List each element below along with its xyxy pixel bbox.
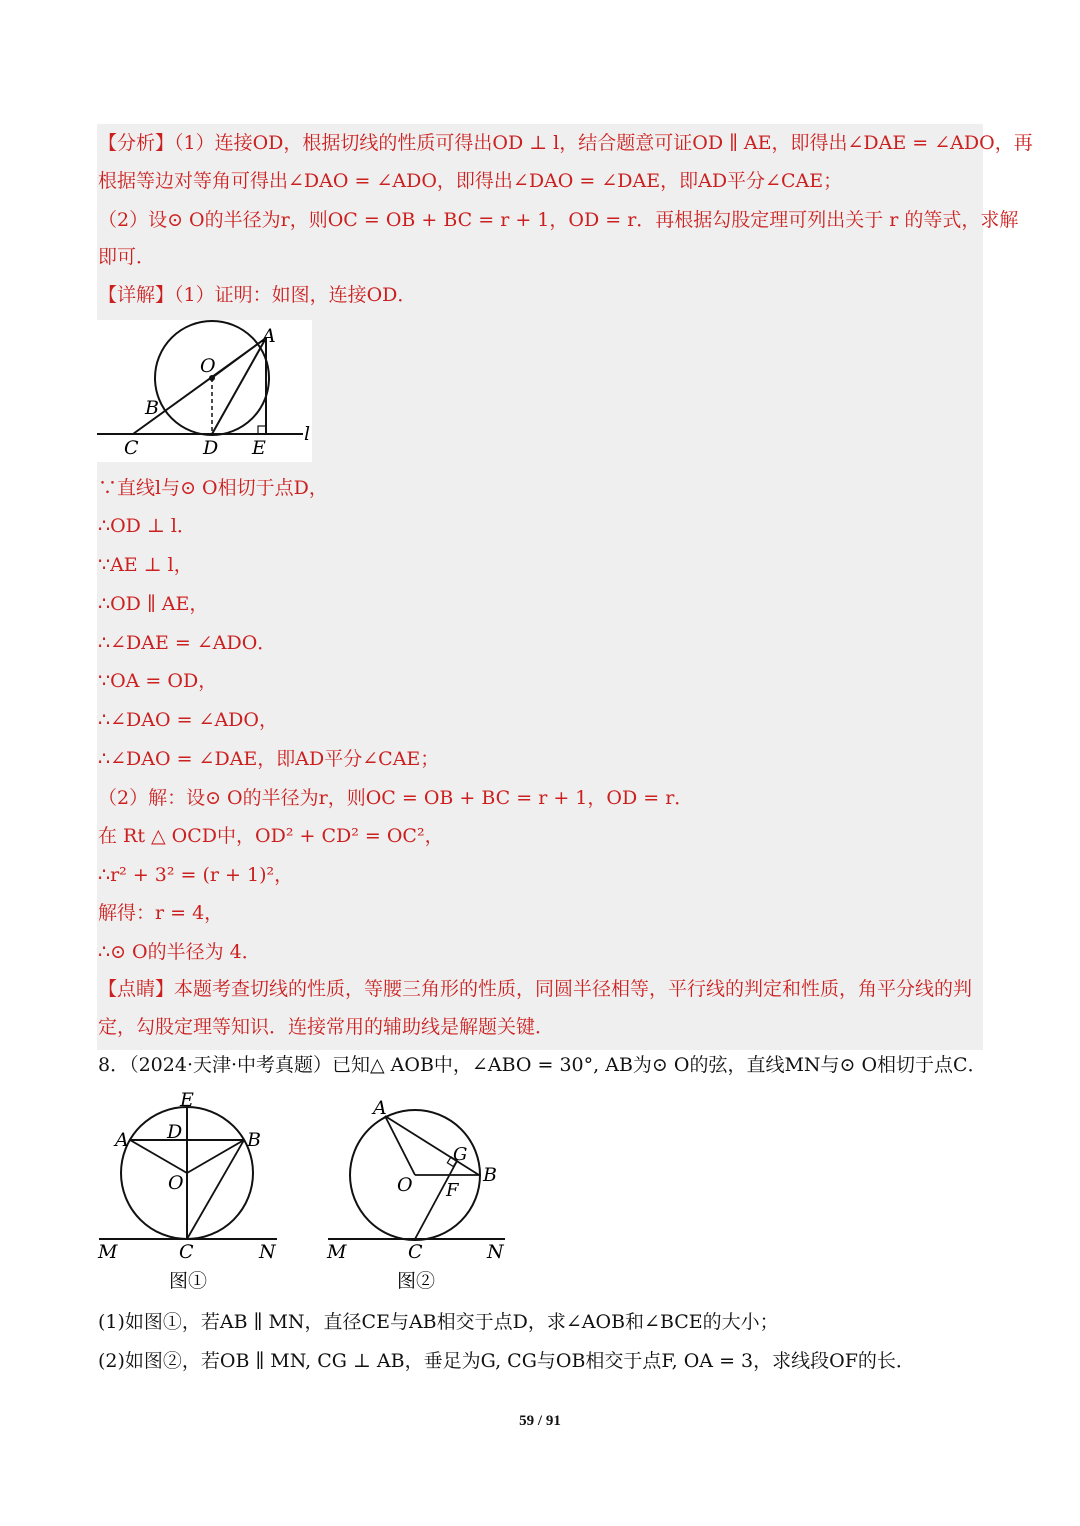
label-a: A	[262, 325, 276, 347]
fig2-caption: 图②	[397, 1270, 436, 1292]
fig2-label-g: G	[453, 1144, 468, 1165]
label-o: O	[200, 355, 216, 377]
step-line: ∴∠DAO = ∠ADO，	[98, 709, 278, 731]
comment-text-1: 本题考查切线的性质，等腰三角形的性质，同圆半径相等，平行线的判定和性质，角平分线的判	[174, 978, 973, 1000]
label-b: B	[145, 397, 159, 419]
solution-figure	[97, 320, 312, 462]
fig2-label-b: B	[483, 1164, 497, 1186]
analysis-line-3: （2）设⊙ O的半径为r，则OC = OB + BC = r + 1，OD = r．再根据勾股定理可列出关于 r 的等式，求解	[98, 209, 1019, 231]
fig2-label-a: A	[373, 1097, 387, 1119]
tangent-circle-diagram	[97, 320, 312, 462]
fig2-label-n: N	[487, 1241, 504, 1263]
step-line: ∴OD ∥ AE，	[98, 593, 209, 615]
question-8-part-2: (2)如图②，若OB ∥ MN, CG ⊥ AB，垂足为G, CG与OB相交于点F, OA = 3，求线段OF的长．	[98, 1350, 915, 1372]
analysis-line-2: 根据等边对等角可得出∠DAO = ∠ADO，即得出∠DAO = ∠DAE，即AD平分∠CAE；	[98, 170, 843, 192]
analysis-text-1: （1）连接OD，根据切线的性质可得出OD ⊥ l，结合题意可证OD ∥ AE，即得出∠DAE = ∠ADO，再	[174, 132, 1033, 154]
analysis-tag: 【分析】	[98, 132, 175, 154]
step-line: ∴OD ⊥ l．	[98, 515, 196, 537]
fig1-label-e: E	[180, 1089, 194, 1111]
comment-line-2: 定，勾股定理等知识．连接常用的辅助线是解题关键．	[98, 1016, 555, 1038]
fig1-label-o: O	[168, 1172, 184, 1194]
detail-tag: 【详解】	[98, 284, 175, 306]
detail-line-1	[98, 282, 416, 308]
question-8-stem: 8．（2024·天津·中考真题）已知△ AOB中，∠ABO = 30°, AB为⊙ O的弦，直线MN与⊙ O相切于点C．	[98, 1054, 987, 1076]
fig1-label-a: A	[115, 1129, 129, 1151]
fig2-label-f: F	[446, 1180, 459, 1201]
figure-1	[97, 1089, 277, 1292]
segment-da	[212, 338, 266, 434]
fig1-label-d: D	[167, 1121, 183, 1143]
segment-oa	[212, 338, 266, 378]
figure-2	[326, 1097, 505, 1292]
step-line: ∴∠DAO = ∠DAE，即AD平分∠CAE；	[98, 748, 440, 770]
question-8-part-1: (1)如图①，若AB ∥ MN，直径CE与AB相交于点D，求∠AOB和∠BCE的大小；	[98, 1311, 779, 1333]
step-line: 在 Rt △ OCD中，OD² + CD² = OC²，	[98, 825, 444, 847]
solution-panel	[97, 124, 983, 1050]
page-number: 59 / 91	[519, 1413, 561, 1429]
step-line: （2）解：设⊙ O的半径为r，则OC = OB + BC = r + 1，OD = r．	[98, 787, 694, 809]
label-c: C	[124, 437, 139, 459]
q8-diagrams	[95, 1088, 525, 1298]
step-line: ∵AE ⊥ l，	[98, 554, 193, 576]
fig2-label-o: O	[397, 1174, 413, 1196]
label-l: l	[304, 423, 311, 445]
fig1-label-n: N	[259, 1241, 276, 1263]
analysis-line-4: 即可．	[98, 246, 156, 268]
fig1-caption: 图①	[169, 1270, 208, 1292]
fig1-label-b: B	[247, 1129, 261, 1151]
step-line: 解得：r = 4，	[98, 902, 224, 924]
question-8-figures	[95, 1088, 525, 1298]
fig1-segment-bc	[187, 1140, 244, 1239]
step-line: ∵OA = OD，	[98, 670, 218, 692]
comment-line-1	[98, 976, 972, 1002]
step-line: ∴r² + 3² = (r + 1)²，	[98, 864, 294, 886]
fig1-segment-ao	[130, 1140, 187, 1173]
detail-text-1: （1）证明：如图，连接OD．	[174, 284, 417, 306]
label-e: E	[252, 437, 266, 459]
comment-tag: 【点睛】	[98, 978, 175, 1000]
step-line: ∴∠DAE = ∠ADO．	[98, 632, 277, 654]
fig1-label-c: C	[179, 1241, 194, 1263]
fig1-label-m: M	[98, 1241, 118, 1263]
analysis-line-1	[98, 130, 1033, 156]
step-line: ∵直线l与⊙ O相切于点D，	[98, 477, 328, 499]
step-line: ∴⊙ O的半径为 4．	[98, 941, 261, 963]
fig2-label-c: C	[408, 1241, 423, 1263]
fig2-label-m: M	[327, 1241, 347, 1263]
label-d: D	[203, 437, 219, 459]
right-angle-mark	[258, 426, 266, 434]
